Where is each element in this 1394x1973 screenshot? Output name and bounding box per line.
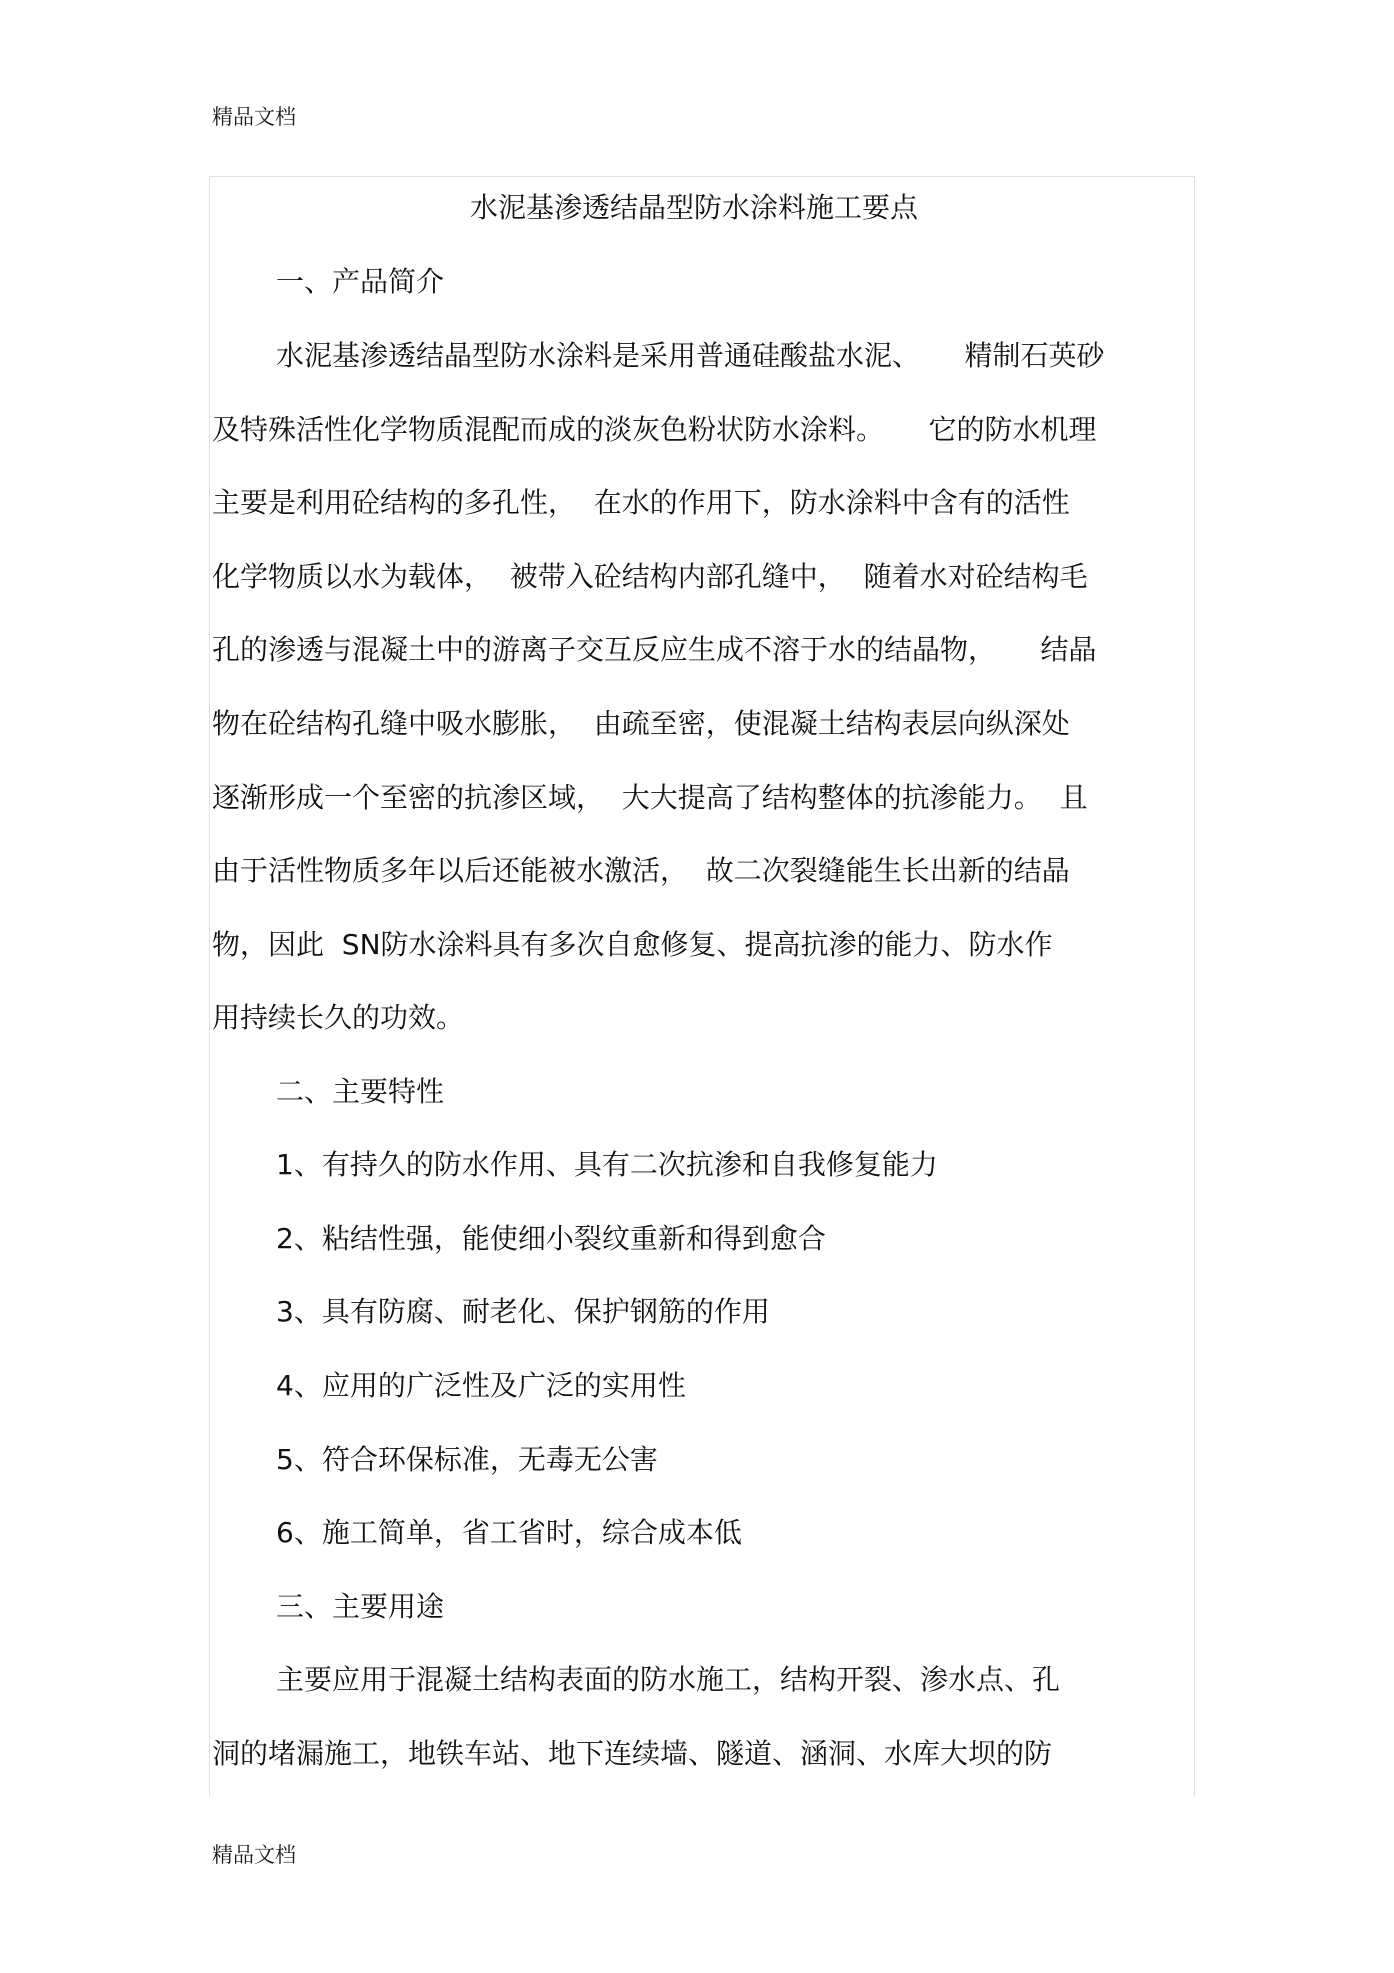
uses-paragraph-line: 洞的堵漏施工，地铁车站、地下连续墙、隧道、涵洞、水库大坝的防 [212,1737,1053,1770]
section-heading-features: 二、主要特性 [276,1075,445,1108]
uses-paragraph-line: 主要应用于混凝土结构表面的防水施工，结构开裂、渗水点、孔 [276,1663,1061,1696]
intro-paragraph-line: 水泥基渗透结晶型防水涂料是采用普通硅酸盐水泥、 精制石英砂 [276,339,1105,372]
feature-list-item: 4、应用的广泛性及广泛的实用性 [276,1369,686,1402]
intro-paragraph-line: 及特殊活性化学物质混配而成的淡灰色粉状防水涂料。 它的防水机理 [212,413,1097,446]
intro-paragraph-line: 用持续长久的功效。 [212,1001,465,1034]
section-heading-uses: 三、主要用途 [276,1590,445,1623]
intro-paragraph-line: 主要是利用砼结构的多孔性， 在水的作用下，防水涂料中含有的活性 [212,486,1070,519]
intro-paragraph-line: 物在砼结构孔缝中吸水膨胀， 由疏至密，使混凝土结构表层向纵深处 [212,707,1070,740]
feature-list-item: 5、符合环保标准，无毒无公害 [276,1443,658,1476]
feature-list-item: 2、粘结性强，能使细小裂纹重新和得到愈合 [276,1222,826,1255]
intro-paragraph-line: 化学物质以水为载体， 被带入砼结构内部孔缝中， 随着水对砼结构毛 [212,560,1088,593]
document-title: 水泥基渗透结晶型防水涂料施工要点 [470,191,919,224]
intro-paragraph-line: 由于活性物质多年以后还能被水激活， 故二次裂缝能生长出新的结晶 [212,854,1070,887]
page-header-label: 精品文档 [212,105,296,129]
feature-list-item: 1、有持久的防水作用、具有二次抗渗和自我修复能力 [276,1148,938,1181]
intro-paragraph-line: 逐渐形成一个至密的抗渗区域， 大大提高了结构整体的抗渗能力。 且 [212,781,1088,814]
page-footer-label: 精品文档 [212,1843,296,1867]
feature-list-item: 3、具有防腐、耐老化、保护钢筋的作用 [276,1295,770,1328]
feature-list-item: 6、施工简单，省工省时，综合成本低 [276,1516,742,1549]
section-heading-intro: 一、产品简介 [276,265,445,298]
intro-paragraph-line: 孔的渗透与混凝土中的游离子交互反应生成不溶于水的结晶物， 结晶 [212,633,1097,666]
intro-paragraph-line: 物，因此 SN防水涂料具有多次自愈修复、提高抗渗的能力、防水作 [212,928,1053,961]
